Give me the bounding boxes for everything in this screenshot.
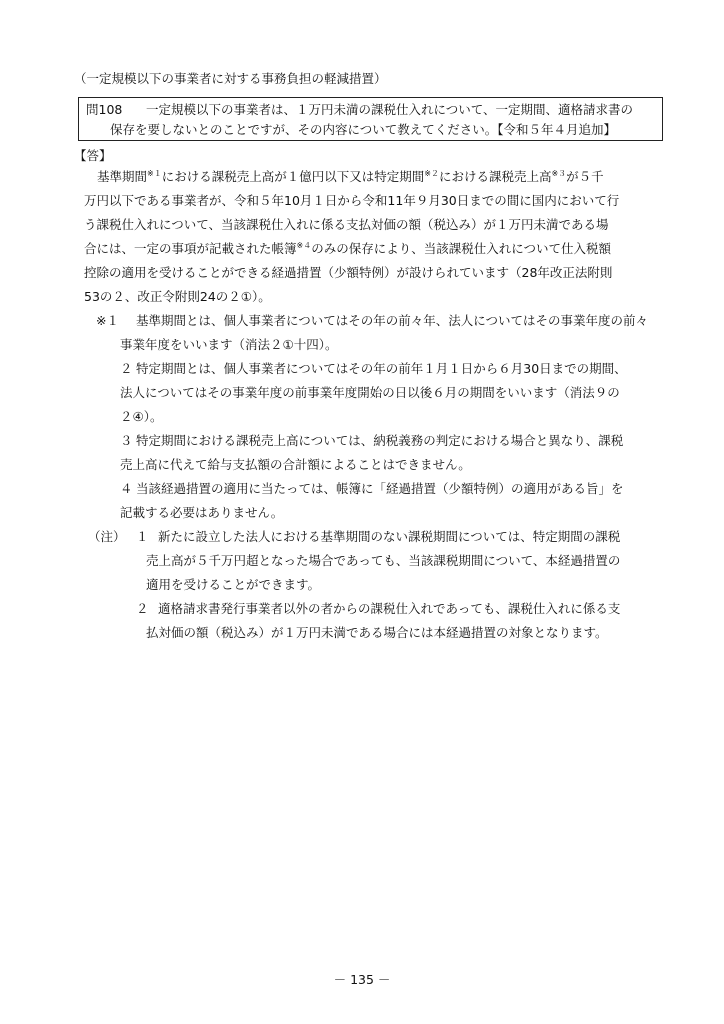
note-line: 基準期間とは、個人事業者についてはその年の前々年、法人についてはその事業年度の前々 [136, 313, 649, 328]
remark-line: 適格請求書発行事業者以外の者からの課税仕入れであっても、課税仕入れに係る支 [158, 601, 621, 616]
note-line: 当該経過措置の適用に当たっては、帳簿に「経過措置（少額特例）の適用がある旨」を [136, 481, 624, 496]
footnote-marker: ※２ [424, 168, 439, 178]
answer-label: 【答】 [74, 148, 112, 163]
note-mark: ※１ [96, 313, 119, 328]
note-line: 事業年度をいいます（消法２①十四）。 [120, 337, 338, 352]
answer-line-4 [84, 240, 611, 258]
answer-line-3: う課税仕入れについて、当該課税仕入れに係る支払対価の額（税込み）が１万円未満である場 [84, 217, 609, 232]
answer-text: 合には、一定の事項が記載された帳簿 [84, 241, 297, 256]
page-number: － 135 － [333, 972, 391, 987]
remark-line: 新たに設立した法人における基準期間のない課税期間については、特定期間の課税 [158, 529, 621, 544]
remarks-label: （注） [88, 529, 126, 544]
note-line: 記載する必要はありません。 [120, 505, 284, 520]
remark-mark: ２ [136, 601, 149, 616]
remark-line: 売上高が５千万円超となった場合であっても、当該課税期間について、本経過措置の [146, 553, 621, 568]
remark-mark: １ [136, 529, 149, 544]
note-line: ２④）。 [120, 409, 163, 424]
section-heading: （一定規模以下の事業者に対する事務負担の軽減措置） [74, 71, 387, 86]
answer-line-6: 53の２、改正令附則24の２①）。 [84, 289, 271, 304]
answer-text: 基準期間 [97, 169, 148, 184]
footnote-marker: ※４ [296, 240, 312, 250]
footnote-marker: ※３ [551, 168, 567, 178]
note-line: 特定期間における課税売上高については、納税義務の判定における場合と異なり、課税 [136, 433, 624, 448]
note-mark: ３ [120, 433, 133, 448]
answer-line-1 [97, 168, 604, 186]
question-line-2: 保存を要しないとのことですが、その内容について教えてください。【令和５年４月追加】 [110, 122, 617, 137]
answer-text: のみの保存により、当該課税仕入れについて仕入税額 [311, 241, 611, 256]
note-line: 特定期間とは、個人事業者についてはその年の前年１月１日から６月30日までの期間、 [136, 361, 627, 376]
answer-line-2: 万円以下である事業者が、令和５年10月１日から令和11年９月30日までの間に国内において行 [84, 193, 620, 208]
remark-line: 適用を受けることができます。 [146, 577, 321, 592]
note-line: 法人についてはその事業年度の前事業年度開始の日以後６月の期間をいいます（消法９の [120, 385, 620, 400]
answer-text: における課税売上高が１億円以下又は特定期間 [161, 169, 425, 184]
question-number: 問108 [86, 102, 123, 117]
note-mark: ２ [120, 361, 133, 376]
question-line-1: 一定規模以下の事業者は、１万円未満の課税仕入れについて、一定期間、適格請求書の [146, 102, 634, 117]
answer-text: が５千 [566, 169, 604, 184]
remark-line: 払対価の額（税込み）が１万円未満である場合には本経過措置の対象となります。 [146, 625, 608, 640]
note-mark: ４ [120, 481, 133, 496]
answer-text: における課税売上高 [438, 169, 552, 184]
answer-line-5: 控除の適用を受けることができる経過措置（少額特例）が設けられています（28年改正法附則 [84, 265, 613, 280]
footnote-marker: ※１ [147, 168, 162, 178]
note-line: 売上高に代えて給与支払額の合計額によることはできません。 [120, 457, 471, 472]
